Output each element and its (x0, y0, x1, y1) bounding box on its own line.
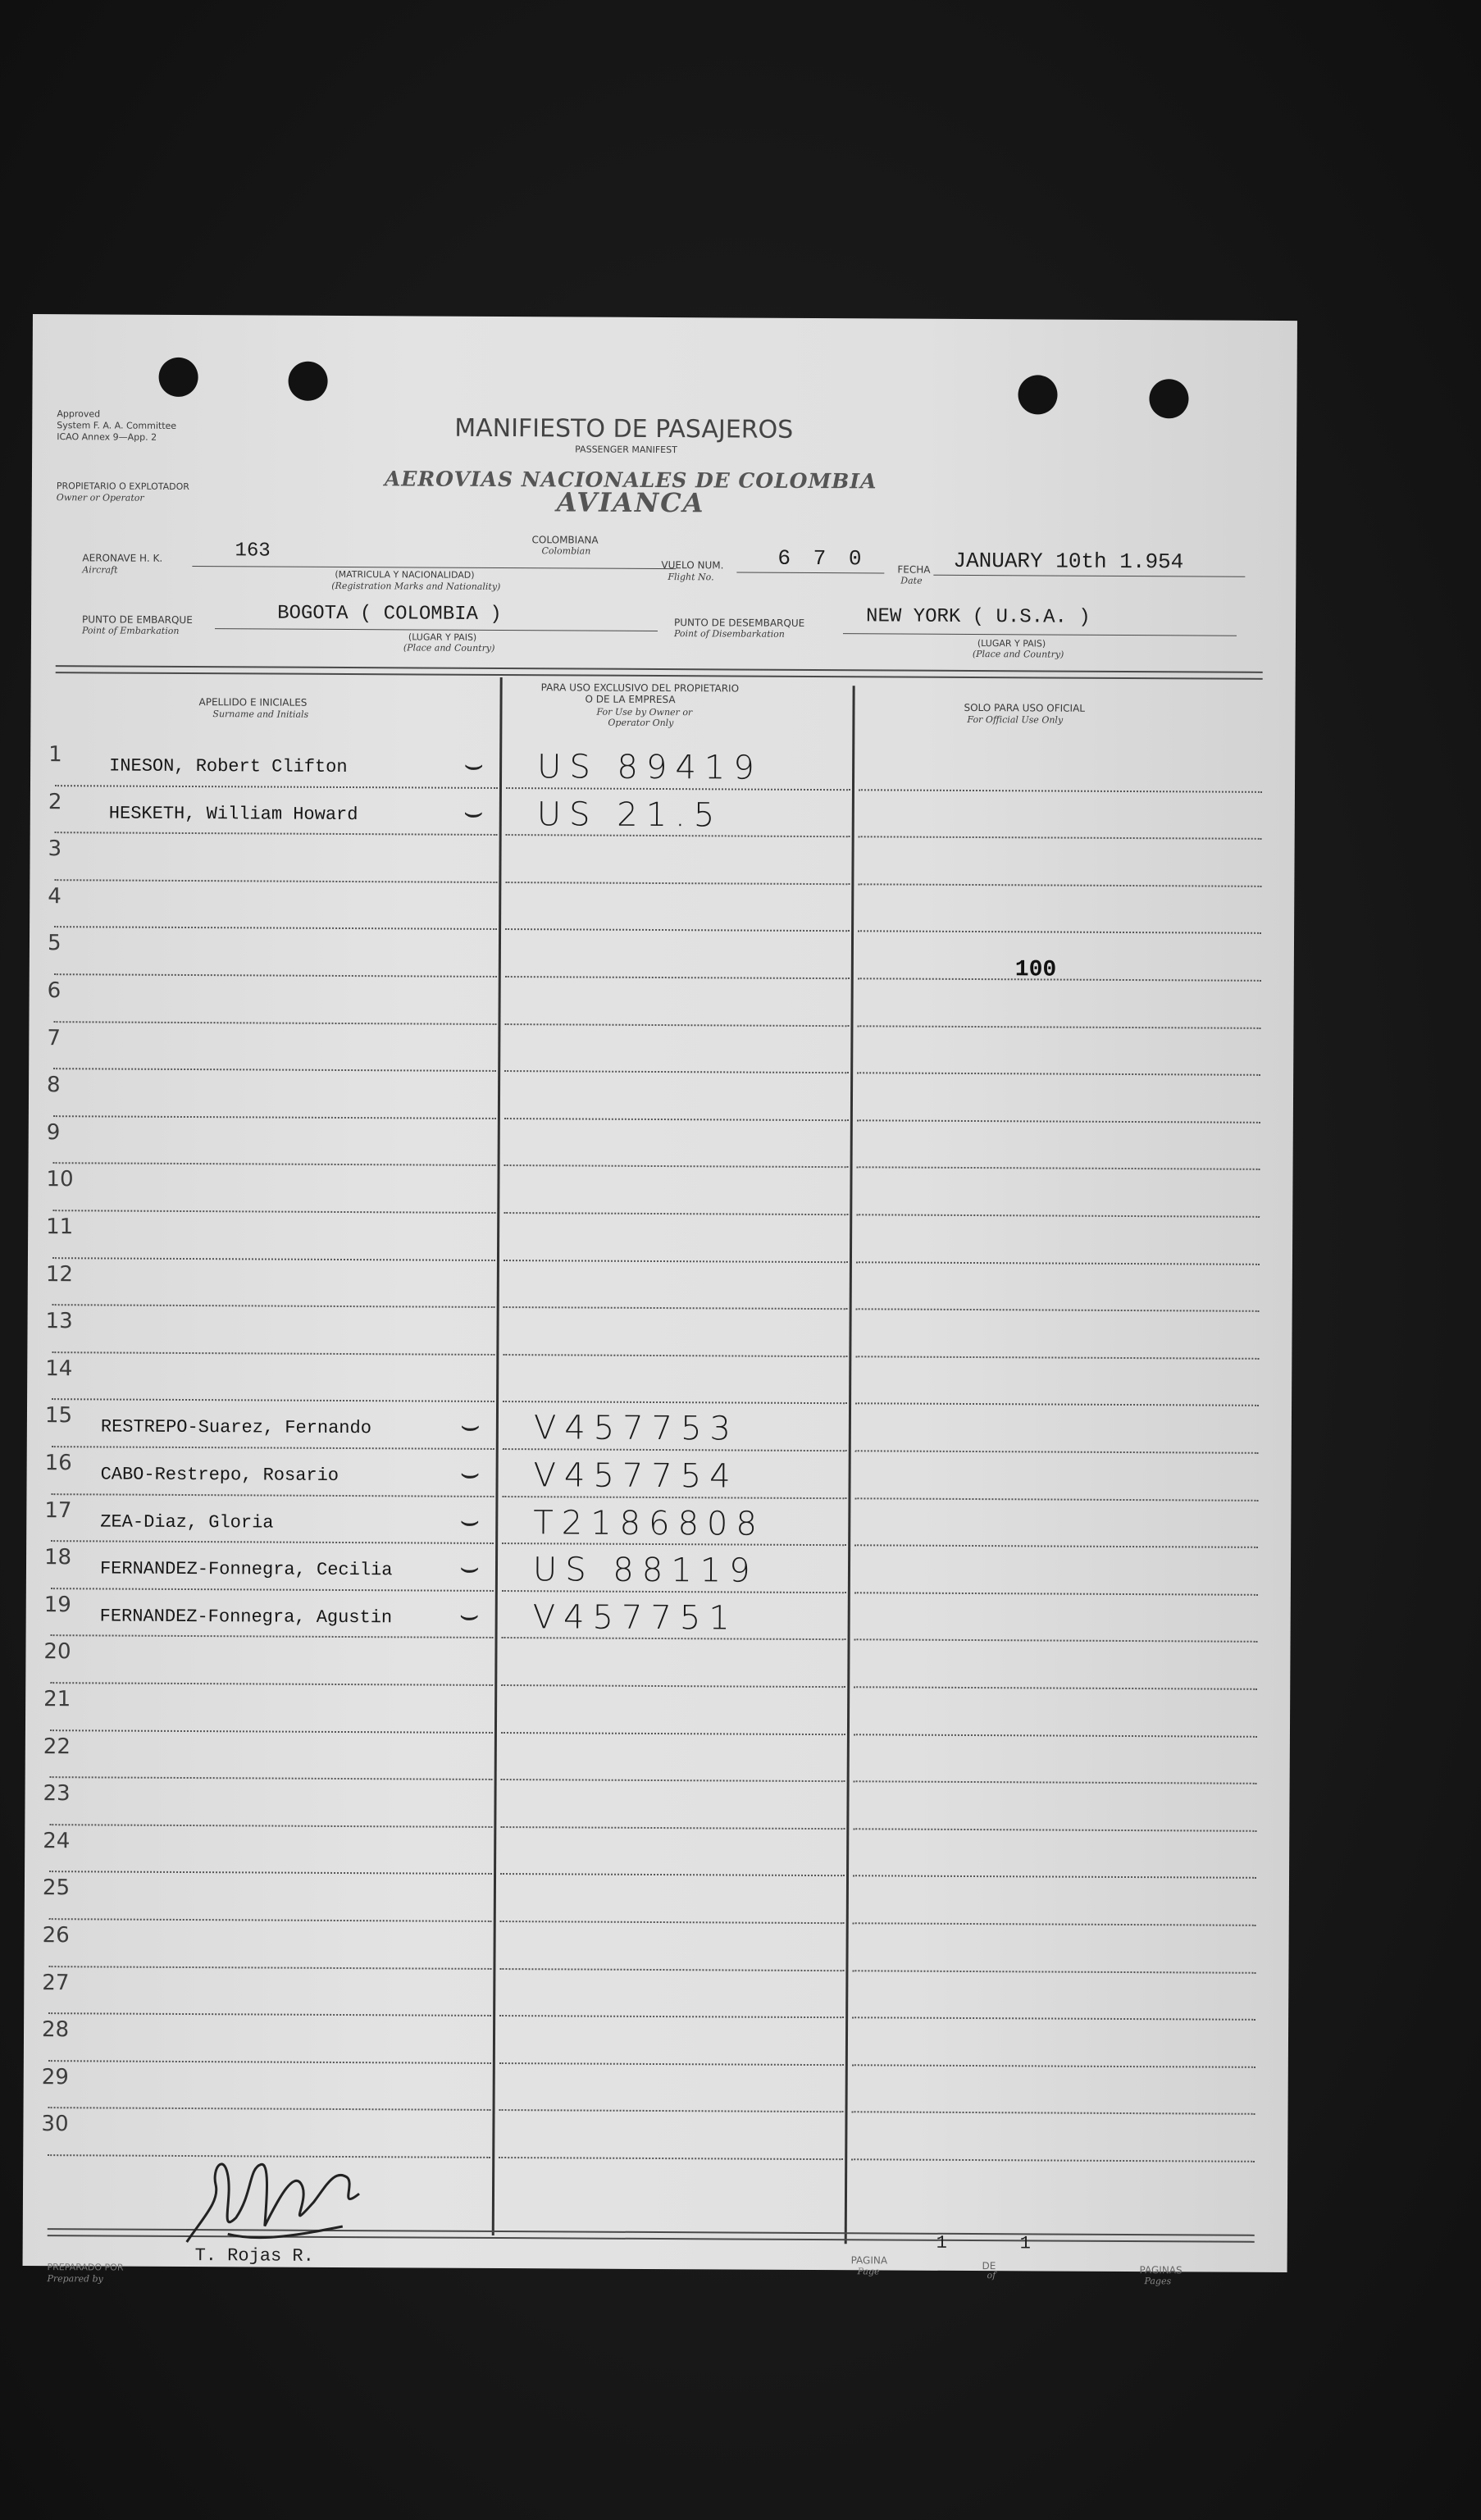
row-rule (856, 1308, 1260, 1312)
owner-label: PROPIETARIO O EXPLOTADOR (56, 481, 189, 493)
row-rule (505, 928, 850, 932)
prepared-label-en: Prepared by (47, 2273, 103, 2285)
row-rule (503, 1401, 847, 1404)
flight-label: VUELO NUM. (661, 559, 724, 572)
row-rule (55, 832, 498, 836)
row-number: 17 (44, 1497, 72, 1523)
row-rule (854, 1686, 1257, 1690)
embark-label: PUNTO DE EMBARQUE (82, 613, 193, 627)
underline (215, 628, 658, 631)
row-rule (852, 1970, 1255, 1974)
place-label-en: (Place and Country) (403, 642, 495, 654)
row-number: 25 (42, 1875, 71, 1901)
row-rule (855, 1403, 1259, 1407)
row-rule (52, 1351, 494, 1356)
passenger-name: INESON, Robert Clifton (109, 755, 348, 778)
icao-label: ICAO Annex 9—App. 2 (57, 431, 157, 443)
row-rule (501, 1779, 845, 1782)
row-rule (500, 1873, 845, 1876)
embark-label-en: Point of Embarkation (81, 625, 180, 636)
row-rule (54, 927, 497, 931)
row-rule (501, 1684, 845, 1688)
row-rule (500, 1921, 845, 1924)
row-rule (53, 1021, 496, 1025)
page-label-en: Page (857, 2266, 880, 2277)
row-rule (853, 1875, 1256, 1880)
row-rule (855, 1356, 1259, 1360)
brand-name: AVIANCA (556, 486, 705, 519)
row-rule (852, 2112, 1255, 2116)
registration-label: (MATRICULA Y NACIONALIDAD) (335, 568, 475, 581)
column-divider (845, 686, 855, 2244)
preparer-name: T. Rojas R. (194, 2245, 314, 2267)
aircraft-label-en: Aircraft (82, 564, 118, 576)
passenger-document: US 21.5 (536, 795, 723, 835)
row-rule (854, 1497, 1258, 1502)
row-rule (504, 1306, 848, 1310)
row-rule (853, 1922, 1256, 1926)
date-value: JANUARY 10th 1.954 (953, 548, 1184, 575)
row-rule (51, 1493, 494, 1497)
row-number: 10 (46, 1167, 74, 1192)
owner-label-en: Owner or Operator (56, 492, 144, 504)
passenger-name: HESKETH, William Howard (108, 803, 358, 825)
row-rule (500, 1826, 845, 1830)
passenger-name: FERNANDEZ-Fonnegra, Cecilia (99, 1558, 393, 1581)
row-rule (48, 2060, 491, 2064)
row-rule (502, 1637, 846, 1640)
row-rule (857, 1119, 1260, 1123)
row-number: 30 (41, 2112, 69, 2137)
row-rule (499, 1968, 844, 1971)
row-rule (503, 1448, 847, 1451)
row-number: 4 (48, 883, 62, 909)
row-rule (858, 931, 1261, 935)
row-rule (54, 879, 497, 883)
punch-hole (1149, 379, 1188, 418)
underline (843, 633, 1237, 636)
page-number: 1 (936, 2232, 947, 2253)
row-number: 3 (48, 836, 62, 862)
row-rule (50, 1729, 493, 1734)
row-rule (52, 1399, 494, 1403)
row-number: 14 (45, 1356, 73, 1382)
row-number: 24 (43, 1828, 71, 1854)
row-rule (49, 1824, 492, 1828)
row-rule (856, 1261, 1260, 1265)
column-header-owner-2: O DE LA EMPRESA (585, 693, 676, 706)
disembark-label-en: Point of Disembarkation (673, 628, 785, 640)
row-rule (499, 2157, 843, 2160)
row-number: 23 (43, 1781, 71, 1807)
row-number: 16 (44, 1451, 72, 1476)
row-number: 21 (43, 1687, 71, 1712)
passenger-document: V457754 (533, 1456, 739, 1496)
row-rule (501, 1732, 845, 1735)
row-rule (49, 1918, 492, 1922)
row-rule (48, 2108, 491, 2112)
row-rule (53, 1163, 496, 1167)
prepared-label: PREPARADO POR (47, 2262, 124, 2273)
row-number: 5 (47, 931, 62, 956)
manifest-title: MANIFIESTO DE PASAJEROS (454, 413, 794, 444)
row-rule (503, 1354, 847, 1357)
row-rule (857, 1167, 1260, 1171)
check-mark-icon: ⌣ (463, 793, 484, 830)
row-rule (855, 1450, 1259, 1454)
check-mark-icon: ⌣ (458, 1548, 481, 1586)
row-number: 19 (43, 1592, 71, 1618)
row-number: 11 (46, 1214, 74, 1240)
passenger-document: US 88119 (532, 1551, 759, 1590)
row-rule (52, 1446, 494, 1450)
row-rule (52, 1257, 495, 1261)
row-rule (852, 2064, 1255, 2068)
row-rule (49, 1871, 492, 1875)
date-label-en: Date (900, 575, 923, 586)
check-mark-icon: ⌣ (458, 1596, 480, 1633)
column-header-official: SOLO PARA USO OFICIAL (964, 701, 1086, 714)
punch-hole (288, 362, 327, 401)
row-number: 22 (43, 1734, 71, 1759)
place2-label-en: (Place and Country) (972, 649, 1064, 660)
row-rule (50, 1682, 493, 1686)
row-number: 20 (43, 1639, 71, 1665)
manifest-subtitle: PASSENGER MANIFEST (575, 444, 677, 456)
row-rule (48, 1966, 491, 1970)
place2-label: (LUGAR Y PAIS) (977, 638, 1046, 649)
row-rule (858, 883, 1261, 887)
row-rule (854, 1592, 1258, 1596)
passenger-document: V457753 (533, 1409, 740, 1448)
row-rule (505, 882, 850, 885)
row-number: 12 (45, 1261, 74, 1287)
row-number: 1 (48, 742, 62, 768)
row-rule (857, 1025, 1260, 1029)
row-number: 26 (42, 1923, 70, 1948)
company-name: AEROVIAS NACIONALES DE COLOMBIA (384, 467, 877, 494)
punch-hole (1018, 375, 1057, 414)
row-rule (499, 2109, 844, 2112)
row-number: 13 (45, 1309, 73, 1334)
row-rule (51, 1635, 494, 1639)
row-rule (858, 977, 1261, 982)
row-rule (857, 1072, 1260, 1076)
row-rule (50, 1776, 493, 1780)
row-rule (51, 1540, 494, 1544)
passenger-name: FERNANDEZ-Fonnegra, Agustin (99, 1606, 393, 1629)
nationality-label: COLOMBIANA (531, 534, 599, 546)
disembark-label: PUNTO DE DESEMBARQUE (674, 617, 805, 629)
row-rule (504, 1260, 848, 1263)
row-rule (502, 1496, 846, 1499)
row-rule (854, 1780, 1257, 1784)
row-rule (504, 1118, 849, 1121)
page-label: PAGINA (850, 2254, 888, 2267)
row-rule (504, 1023, 849, 1027)
pages-label: PAGINAS (1139, 2264, 1183, 2276)
underline (192, 566, 676, 569)
row-number: 15 (44, 1403, 73, 1429)
row-rule (859, 789, 1262, 793)
row-rule (499, 2015, 844, 2018)
row-number: 18 (43, 1545, 72, 1570)
nationality-label-en: Colombian (541, 545, 591, 557)
column-header-owner: PARA USO EXCLUSIVO DEL PROPIETARIO (540, 681, 740, 695)
row-rule (55, 785, 498, 789)
passenger-document: US 89419 (536, 748, 763, 787)
row-number: 2 (48, 789, 62, 814)
punch-hole (158, 358, 198, 397)
row-rule (504, 1212, 848, 1215)
embark-value: BOGOTA ( COLOMBIA ) (277, 602, 502, 626)
row-rule (505, 976, 850, 979)
row-rule (506, 787, 850, 791)
row-rule (854, 1544, 1258, 1548)
column-header-owner-en: For Use by Owner or (596, 706, 693, 718)
row-number: 9 (46, 1119, 61, 1145)
column-divider (492, 677, 503, 2235)
aircraft-label: AERONAVE H. K. (82, 552, 163, 564)
place-label: (LUGAR Y PAIS) (408, 631, 477, 643)
row-rule (853, 1828, 1256, 1832)
system-label: System F. A. A. Committee (57, 420, 177, 431)
official-note: 100 (1014, 957, 1057, 983)
row-rule (851, 2158, 1255, 2162)
row-rule (504, 1070, 849, 1073)
pages-label-en: Pages (1144, 2276, 1172, 2287)
passenger-name: ZEA-Diaz, Gloria (100, 1511, 274, 1533)
flight-label-en: Flight No. (668, 572, 714, 583)
date-label: FECHA (897, 563, 931, 576)
row-rule (504, 1164, 849, 1168)
flight-number-value: 6 7 0 (777, 545, 867, 572)
underline (933, 575, 1245, 577)
table-top-rule (56, 672, 1263, 680)
row-rule (859, 836, 1262, 840)
row-number: 8 (46, 1073, 61, 1098)
row-rule (52, 1304, 495, 1308)
column-header-surname: APELLIDO E INICIALES (198, 696, 308, 709)
row-rule (53, 1068, 496, 1072)
row-number: 28 (41, 2017, 70, 2043)
of-label: DE (982, 2260, 996, 2272)
aircraft-value: 163 (235, 540, 271, 563)
of-label-en: of (987, 2270, 996, 2281)
row-rule (854, 1639, 1258, 1643)
row-rule (506, 834, 850, 837)
signature (170, 2119, 384, 2276)
manifest-sheet (23, 314, 1297, 2287)
row-rule (502, 1543, 846, 1546)
row-rule (502, 1590, 846, 1593)
row-rule (51, 1588, 494, 1592)
column-header-surname-en: Surname and Initials (212, 709, 309, 720)
approved-label: Approved (57, 408, 101, 420)
column-header-owner-en-2: Operator Only (608, 717, 674, 729)
page-total: 1 (1019, 2233, 1031, 2254)
passenger-name: CABO-Restrepo, Rosario (100, 1464, 339, 1486)
row-number: 7 (47, 1025, 62, 1050)
disembark-value: NEW YORK ( U.S.A. ) (866, 605, 1091, 629)
passenger-document: V457751 (532, 1598, 738, 1638)
passenger-document: T2186808 (533, 1503, 765, 1543)
check-mark-icon: ⌣ (459, 1454, 481, 1491)
row-rule (854, 1734, 1257, 1738)
row-rule (52, 1210, 495, 1214)
row-number: 29 (41, 2064, 69, 2090)
column-header-official-en: For Official Use Only (967, 713, 1064, 726)
registration-label-en: (Registration Marks and Nationality) (331, 580, 501, 592)
row-rule (53, 1115, 496, 1119)
check-mark-icon: ⌣ (459, 1502, 481, 1538)
check-mark-icon: ⌣ (463, 745, 485, 782)
underline (736, 572, 884, 573)
row-rule (852, 2016, 1255, 2021)
row-number: 6 (47, 978, 62, 1004)
check-mark-icon: ⌣ (459, 1407, 481, 1444)
row-rule (48, 2012, 491, 2016)
row-number: 27 (42, 1970, 70, 1995)
row-rule (856, 1214, 1260, 1218)
passenger-name: RESTREPO-Suarez, Fernando (100, 1416, 372, 1439)
row-rule (499, 2062, 844, 2066)
row-rule (54, 973, 497, 977)
